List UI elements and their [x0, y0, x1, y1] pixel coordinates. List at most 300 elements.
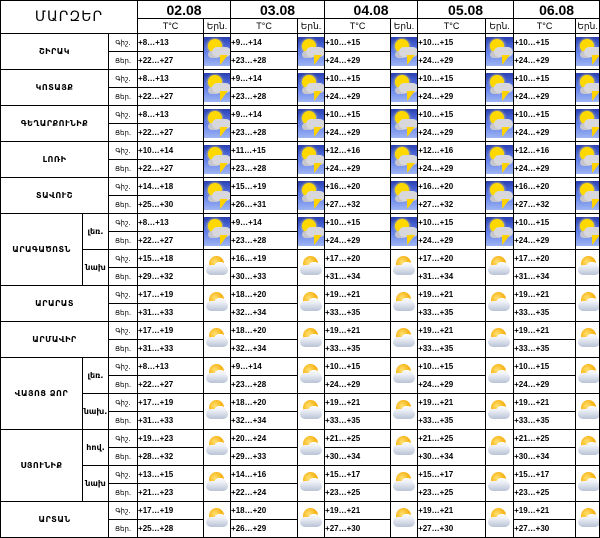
night-temp-range: +16…+20	[418, 178, 486, 196]
day-temp-range: +24…+29	[514, 232, 576, 250]
sun-cloud-thunderstorm-icon	[391, 37, 418, 66]
date-header-0: 02.08	[138, 1, 231, 19]
weather-icon-cell	[391, 142, 418, 178]
weather-icon-cell	[298, 250, 325, 286]
night-temp-range: +19…+21	[514, 322, 576, 340]
day-temp-range: +24…+29	[514, 160, 576, 178]
region-name: ՍՅՈՒՆԻՔ	[1, 430, 83, 502]
night-temp-range: +8…+13	[138, 106, 204, 124]
sun-behind-cloud-icon	[298, 434, 325, 462]
sun-behind-cloud-icon	[576, 434, 600, 462]
sun-behind-cloud-icon	[204, 434, 231, 462]
night-label: Գիշ.	[109, 322, 138, 340]
weather-icon-cell	[391, 394, 418, 430]
day-temp-range: +22…+27	[138, 124, 204, 142]
subregion-label: լեռ.	[83, 214, 109, 250]
region-name: ՎԱՅՈՑ ՁՈՐ	[1, 358, 83, 430]
night-temp-range: +10…+15	[325, 358, 391, 376]
day-temp-range: +29…+33	[231, 448, 298, 466]
sun-cloud-thunderstorm-icon	[298, 37, 325, 66]
weather-icon-cell	[391, 430, 418, 466]
night-temp-range: +8…+13	[138, 358, 204, 376]
sun-cloud-thunderstorm-icon	[298, 181, 325, 210]
temp-unit-header: T°C	[418, 19, 486, 34]
sun-cloud-thunderstorm-icon	[298, 145, 325, 174]
table-row	[1, 250, 600, 268]
day-temp-range: +29…+32	[138, 268, 204, 286]
day-temp-range: +30…+34	[325, 448, 391, 466]
region-name: ԱՐՏԱՆ	[1, 502, 109, 538]
day-temp-range: +24…+29	[514, 376, 576, 394]
day-temp-range: +31…+34	[325, 268, 391, 286]
sun-behind-cloud-icon	[486, 434, 514, 462]
weather-icon-cell	[204, 322, 231, 358]
table-row	[1, 178, 600, 196]
night-temp-range: +10…+15	[418, 70, 486, 88]
night-temp-range: +21…+25	[418, 430, 486, 448]
day-temp-range: +33…+35	[418, 412, 486, 430]
night-temp-range: +8…+13	[138, 70, 204, 88]
day-temp-range: +24…+29	[325, 88, 391, 106]
weather-icon-cell	[391, 250, 418, 286]
icon-unit-header: Երն.	[298, 19, 325, 34]
weather-icon-cell	[298, 430, 325, 466]
weather-icon-cell	[391, 106, 418, 142]
night-temp-range: +12…+16	[514, 142, 576, 160]
day-temp-range: +24…+29	[325, 52, 391, 70]
day-label: Ցեր.	[109, 484, 138, 502]
night-label: Գիշ.	[109, 466, 138, 484]
sun-cloud-thunderstorm-icon	[204, 109, 231, 138]
sun-behind-cloud-icon	[204, 290, 231, 318]
sun-behind-cloud-icon	[298, 254, 325, 282]
day-temp-range: +28…+32	[138, 448, 204, 466]
table-row	[1, 466, 600, 484]
icon-unit-header: Երն.	[486, 19, 514, 34]
night-temp-range: +17…+19	[138, 394, 204, 412]
day-temp-range: +23…+25	[514, 484, 576, 502]
sun-cloud-thunderstorm-icon	[576, 145, 600, 174]
sun-cloud-thunderstorm-icon	[486, 181, 514, 210]
weather-icon-cell	[486, 250, 514, 286]
weather-icon-cell	[391, 70, 418, 106]
night-label: Գիշ.	[109, 286, 138, 304]
night-temp-range: +17…+20	[418, 250, 486, 268]
day-temp-range: +22…+27	[138, 88, 204, 106]
day-temp-range: +33…+35	[514, 340, 576, 358]
day-temp-range: +24…+29	[514, 88, 576, 106]
night-temp-range: +19…+21	[418, 322, 486, 340]
weather-icon-cell	[576, 106, 600, 142]
day-temp-range: +24…+29	[325, 124, 391, 142]
day-temp-range: +27…+30	[418, 520, 486, 538]
day-label: Ցեր.	[109, 520, 138, 538]
weather-icon-cell	[298, 286, 325, 322]
sun-behind-cloud-icon	[298, 470, 325, 498]
day-temp-range: +24…+29	[325, 160, 391, 178]
weather-icon-cell	[576, 322, 600, 358]
sun-behind-cloud-icon	[486, 326, 514, 354]
weather-icon-cell	[486, 34, 514, 70]
night-temp-range: +17…+19	[138, 502, 204, 520]
sun-behind-cloud-icon	[576, 290, 600, 318]
night-label: Գիշ.	[109, 358, 138, 376]
temp-unit-header: T°C	[325, 19, 391, 34]
day-temp-range: +33…+35	[514, 304, 576, 322]
sun-cloud-thunderstorm-icon	[576, 217, 600, 246]
day-temp-range: +24…+29	[418, 232, 486, 250]
night-temp-range: +15…+17	[325, 466, 391, 484]
day-label: Ցեր.	[109, 412, 138, 430]
weather-icon-cell	[486, 142, 514, 178]
day-label: Ցեր.	[109, 376, 138, 394]
sun-cloud-thunderstorm-icon	[204, 145, 231, 174]
weather-icon-cell	[204, 106, 231, 142]
night-temp-range: +16…+19	[231, 250, 298, 268]
region-name: ԼՈՌԻ	[1, 142, 109, 178]
night-temp-range: +19…+21	[325, 322, 391, 340]
sun-cloud-thunderstorm-icon	[576, 73, 600, 102]
night-temp-range: +13…+15	[138, 466, 204, 484]
weather-icon-cell	[486, 430, 514, 466]
weather-icon-cell	[486, 358, 514, 394]
weather-icon-cell	[576, 178, 600, 214]
icon-unit-header: Երն.	[576, 19, 600, 34]
night-temp-range: +19…+23	[138, 430, 204, 448]
sun-cloud-thunderstorm-icon	[204, 73, 231, 102]
night-temp-range: +17…+20	[325, 250, 391, 268]
weather-icon-cell	[576, 394, 600, 430]
night-temp-range: +9…+14	[231, 358, 298, 376]
day-temp-range: +24…+29	[418, 124, 486, 142]
weather-icon-cell	[204, 250, 231, 286]
night-label: Գիշ.	[109, 214, 138, 232]
night-temp-range: +10…+15	[325, 106, 391, 124]
day-temp-range: +33…+35	[514, 412, 576, 430]
sun-behind-cloud-icon	[576, 362, 600, 390]
night-temp-range: +18…+20	[231, 502, 298, 520]
sun-behind-cloud-icon	[204, 506, 231, 534]
weather-icon-cell	[204, 358, 231, 394]
sun-behind-cloud-icon	[204, 326, 231, 354]
day-temp-range: +27…+30	[325, 520, 391, 538]
day-temp-range: +30…+34	[418, 448, 486, 466]
day-temp-range: +24…+29	[418, 52, 486, 70]
night-temp-range: +14…+16	[231, 466, 298, 484]
date-header-4: 06.08	[514, 1, 600, 19]
night-temp-range: +10…+15	[514, 214, 576, 232]
icon-unit-header: Երն.	[204, 19, 231, 34]
region-name: ՇԻՐԱԿ	[1, 34, 109, 70]
night-temp-range: +12…+16	[418, 142, 486, 160]
weather-icon-cell	[486, 214, 514, 250]
sun-behind-cloud-icon	[486, 506, 514, 534]
table-row	[1, 106, 600, 124]
weather-icon-cell	[204, 394, 231, 430]
day-temp-range: +25…+30	[138, 196, 204, 214]
subregion-label: հով.	[83, 430, 109, 466]
night-temp-range: +10…+15	[418, 214, 486, 232]
weather-icon-cell	[576, 358, 600, 394]
subregion-label: նախ	[83, 466, 109, 502]
sun-cloud-thunderstorm-icon	[486, 73, 514, 102]
date-header-3: 05.08	[418, 1, 514, 19]
night-temp-range: +10…+15	[514, 358, 576, 376]
sun-behind-cloud-icon	[576, 398, 600, 426]
day-temp-range: +31…+34	[514, 268, 576, 286]
date-header-2: 04.08	[325, 1, 418, 19]
weather-icon-cell	[298, 70, 325, 106]
night-temp-range: +15…+17	[514, 466, 576, 484]
weather-icon-cell	[391, 466, 418, 502]
night-temp-range: +8…+13	[138, 34, 204, 52]
sun-cloud-thunderstorm-icon	[298, 217, 325, 246]
day-label: Ցեր.	[109, 340, 138, 358]
night-label: Գիշ.	[109, 502, 138, 520]
night-temp-range: +9…+14	[231, 34, 298, 52]
day-label: Ցեր.	[109, 448, 138, 466]
day-temp-range: +31…+33	[138, 412, 204, 430]
weather-icon-cell	[486, 70, 514, 106]
weather-icon-cell	[391, 286, 418, 322]
sun-behind-cloud-icon	[391, 470, 418, 498]
weather-icon-cell	[576, 142, 600, 178]
night-temp-range: +14…+18	[138, 178, 204, 196]
subregion-label: նախ	[83, 250, 109, 286]
night-temp-range: +18…+20	[231, 394, 298, 412]
weather-icon-cell	[298, 358, 325, 394]
day-temp-range: +22…+27	[138, 376, 204, 394]
day-temp-range: +22…+27	[138, 160, 204, 178]
day-label: Ցեր.	[109, 196, 138, 214]
weather-icon-cell	[204, 142, 231, 178]
sun-cloud-thunderstorm-icon	[486, 217, 514, 246]
night-temp-range: +19…+21	[514, 286, 576, 304]
sun-cloud-thunderstorm-icon	[486, 109, 514, 138]
day-temp-range: +24…+29	[325, 232, 391, 250]
day-temp-range: +24…+29	[514, 52, 576, 70]
weather-icon-cell	[576, 466, 600, 502]
night-temp-range: +10…+15	[418, 34, 486, 52]
sun-cloud-thunderstorm-icon	[298, 73, 325, 102]
night-temp-range: +10…+15	[418, 358, 486, 376]
subregion-label: նախ.	[83, 394, 109, 430]
day-temp-range: +27…+30	[514, 520, 576, 538]
day-temp-range: +33…+35	[325, 412, 391, 430]
sun-behind-cloud-icon	[204, 254, 231, 282]
sun-cloud-thunderstorm-icon	[204, 217, 231, 246]
table-row	[1, 142, 600, 160]
subregion-label: լեռ.	[83, 358, 109, 394]
weather-icon-cell	[486, 466, 514, 502]
weather-icon-cell	[204, 502, 231, 538]
icon-unit-header: Երն.	[391, 19, 418, 34]
day-temp-range: +33…+35	[418, 304, 486, 322]
weather-icon-cell	[204, 214, 231, 250]
day-label: Ցեր.	[109, 124, 138, 142]
day-temp-range: +27…+32	[325, 196, 391, 214]
weather-icon-cell	[204, 34, 231, 70]
sun-behind-cloud-icon	[204, 470, 231, 498]
day-temp-range: +24…+29	[418, 160, 486, 178]
weather-icon-cell	[576, 430, 600, 466]
day-temp-range: +31…+34	[418, 268, 486, 286]
weather-icon-cell	[576, 214, 600, 250]
sun-cloud-thunderstorm-icon	[391, 73, 418, 102]
table-row	[1, 358, 600, 376]
sun-behind-cloud-icon	[486, 398, 514, 426]
night-label: Գիշ.	[109, 178, 138, 196]
night-temp-range: +20…+24	[231, 430, 298, 448]
sun-behind-cloud-icon	[298, 326, 325, 354]
day-temp-range: +32…+34	[231, 412, 298, 430]
weather-icon-cell	[204, 466, 231, 502]
day-temp-range: +23…+28	[231, 160, 298, 178]
day-temp-range: +23…+25	[325, 484, 391, 502]
sun-cloud-thunderstorm-icon	[576, 109, 600, 138]
night-temp-range: +21…+25	[514, 430, 576, 448]
weather-icon-cell	[391, 322, 418, 358]
sun-behind-cloud-icon	[576, 254, 600, 282]
sun-behind-cloud-icon	[391, 362, 418, 390]
weather-icon-cell	[204, 286, 231, 322]
sun-cloud-thunderstorm-icon	[391, 181, 418, 210]
sun-behind-cloud-icon	[576, 506, 600, 534]
weather-icon-cell	[486, 178, 514, 214]
region-name: ԿՈՏԱՅՔ	[1, 70, 109, 106]
day-temp-range: +22…+27	[138, 232, 204, 250]
night-temp-range: +19…+21	[325, 394, 391, 412]
night-label: Գիշ.	[109, 250, 138, 268]
day-temp-range: +25…+28	[138, 520, 204, 538]
sun-behind-cloud-icon	[391, 326, 418, 354]
night-temp-range: +16…+20	[514, 178, 576, 196]
sun-cloud-thunderstorm-icon	[391, 145, 418, 174]
region-name: ԱՐԱԳԱԾՈՏՆ	[1, 214, 83, 286]
weather-icon-cell	[391, 34, 418, 70]
night-label: Գիշ.	[109, 142, 138, 160]
sun-cloud-thunderstorm-icon	[204, 181, 231, 210]
day-label: Ցեր.	[109, 52, 138, 70]
day-temp-range: +23…+28	[231, 376, 298, 394]
day-temp-range: +23…+28	[231, 52, 298, 70]
day-temp-range: +33…+35	[325, 340, 391, 358]
sun-behind-cloud-icon	[486, 362, 514, 390]
sun-behind-cloud-icon	[391, 434, 418, 462]
night-temp-range: +21…+25	[325, 430, 391, 448]
night-temp-range: +18…+20	[231, 286, 298, 304]
weather-icon-cell	[486, 502, 514, 538]
weather-icon-cell	[298, 502, 325, 538]
day-temp-range: +26…+29	[231, 520, 298, 538]
sun-behind-cloud-icon	[298, 362, 325, 390]
night-temp-range: +15…+19	[231, 178, 298, 196]
weather-icon-cell	[298, 466, 325, 502]
weather-icon-cell	[391, 358, 418, 394]
night-temp-range: +17…+20	[514, 250, 576, 268]
night-temp-range: +16…+20	[325, 178, 391, 196]
day-label: Ցեր.	[109, 304, 138, 322]
weather-icon-cell	[298, 394, 325, 430]
sun-cloud-thunderstorm-icon	[486, 145, 514, 174]
night-label: Գիշ.	[109, 70, 138, 88]
temp-unit-header: T°C	[514, 19, 576, 34]
night-temp-range: +10…+14	[138, 142, 204, 160]
night-temp-range: +18…+20	[231, 322, 298, 340]
day-temp-range: +24…+29	[418, 376, 486, 394]
weather-icon-cell	[204, 70, 231, 106]
sun-behind-cloud-icon	[298, 398, 325, 426]
day-label: Ցեր.	[109, 232, 138, 250]
weather-icon-cell	[486, 322, 514, 358]
night-temp-range: +10…+15	[514, 106, 576, 124]
sun-cloud-thunderstorm-icon	[576, 181, 600, 210]
day-label: Ցեր.	[109, 160, 138, 178]
sun-behind-cloud-icon	[204, 362, 231, 390]
day-temp-range: +22…+24	[231, 484, 298, 502]
sun-behind-cloud-icon	[486, 254, 514, 282]
weather-icon-cell	[576, 286, 600, 322]
night-label: Գիշ.	[109, 34, 138, 52]
night-label: Գիշ.	[109, 394, 138, 412]
day-temp-range: +31…+33	[138, 340, 204, 358]
night-temp-range: +10…+15	[325, 70, 391, 88]
night-temp-range: +10…+15	[325, 34, 391, 52]
day-temp-range: +27…+32	[418, 196, 486, 214]
sun-cloud-thunderstorm-icon	[391, 217, 418, 246]
table-row	[1, 214, 600, 232]
table-row	[1, 286, 600, 304]
table-body	[1, 1, 600, 538]
night-temp-range: +19…+21	[514, 394, 576, 412]
day-temp-range: +30…+34	[514, 448, 576, 466]
night-temp-range: +8…+13	[138, 214, 204, 232]
day-temp-range: +21…+23	[138, 484, 204, 502]
weather-icon-cell	[486, 286, 514, 322]
night-temp-range: +10…+15	[514, 70, 576, 88]
day-temp-range: +24…+29	[325, 376, 391, 394]
night-temp-range: +9…+14	[231, 106, 298, 124]
sun-cloud-thunderstorm-icon	[204, 37, 231, 66]
day-temp-range: +23…+28	[231, 124, 298, 142]
day-temp-range: +23…+28	[231, 88, 298, 106]
night-temp-range: +10…+15	[418, 106, 486, 124]
day-temp-range: +33…+35	[418, 340, 486, 358]
weather-icon-cell	[576, 70, 600, 106]
sun-behind-cloud-icon	[298, 290, 325, 318]
weather-icon-cell	[576, 34, 600, 70]
day-temp-range: +24…+29	[418, 88, 486, 106]
weather-icon-cell	[204, 178, 231, 214]
header-row-dates	[1, 1, 600, 19]
day-temp-range: +22…+27	[138, 52, 204, 70]
day-temp-range: +24…+29	[514, 124, 576, 142]
night-temp-range: +17…+19	[138, 286, 204, 304]
weather-icon-cell	[576, 502, 600, 538]
day-temp-range: +32…+34	[231, 340, 298, 358]
day-temp-range: +23…+25	[418, 484, 486, 502]
sun-behind-cloud-icon	[391, 506, 418, 534]
night-temp-range: +15…+17	[418, 466, 486, 484]
night-temp-range: +19…+21	[418, 502, 486, 520]
weather-icon-cell	[391, 502, 418, 538]
night-temp-range: +12…+16	[325, 142, 391, 160]
night-temp-range: +10…+15	[514, 34, 576, 52]
night-temp-range: +19…+21	[418, 286, 486, 304]
weather-icon-cell	[298, 322, 325, 358]
night-label: Գիշ.	[109, 430, 138, 448]
day-temp-range: +33…+35	[325, 304, 391, 322]
